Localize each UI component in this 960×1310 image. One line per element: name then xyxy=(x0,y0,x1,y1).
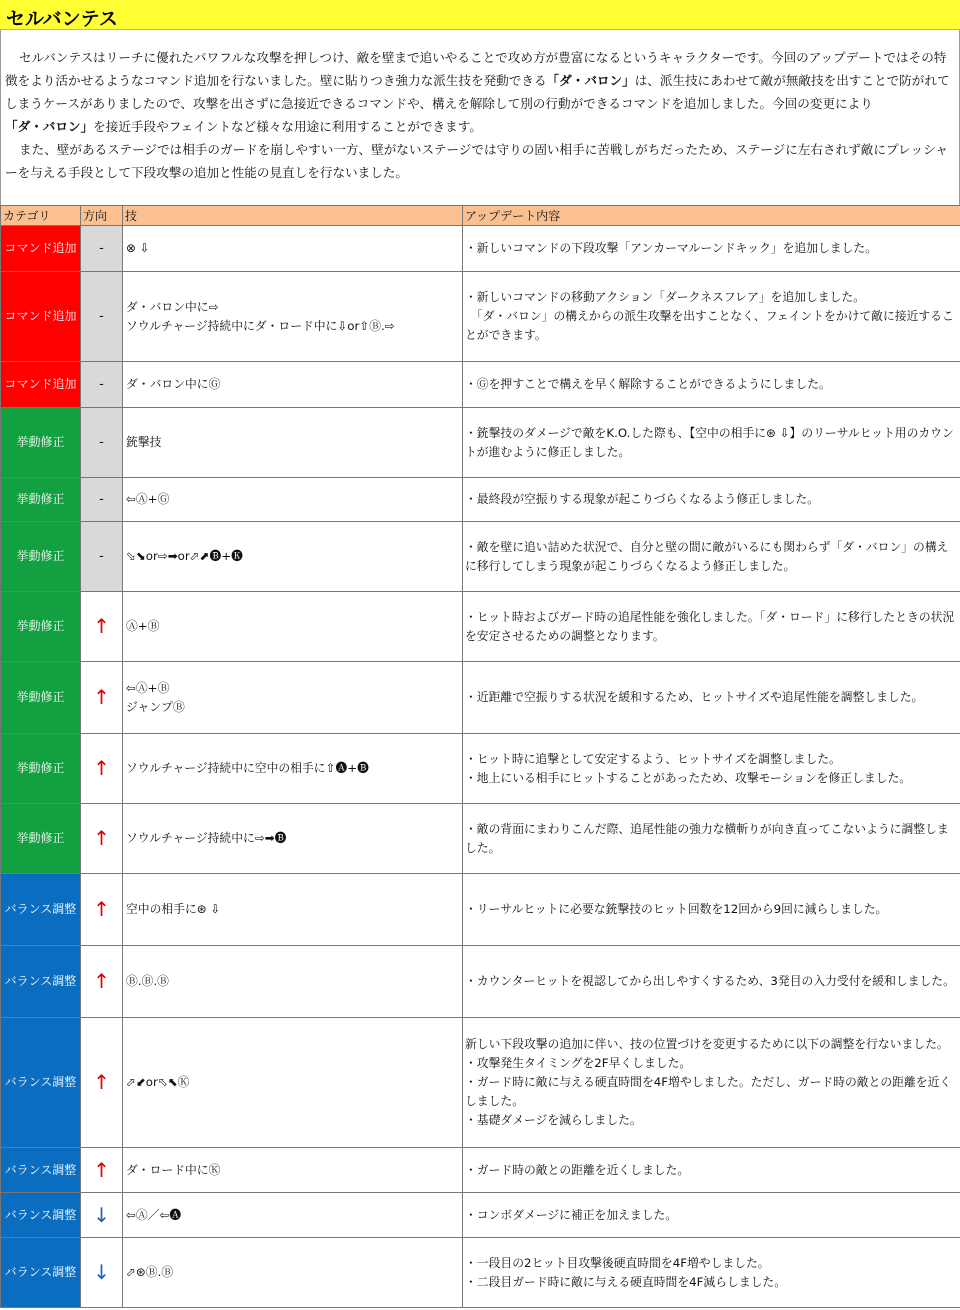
direction-cell: - xyxy=(81,478,123,522)
category-badge: バランス調整 xyxy=(1,1193,81,1238)
move-cell: ソウルチャージ持続中に空中の相手に⇧🅐+🅑 xyxy=(123,734,463,804)
down-arrow-icon: ↓ xyxy=(81,1238,123,1308)
table-row xyxy=(1,1148,960,1193)
category-badge: 挙動修正 xyxy=(1,478,81,522)
up-arrow-icon: ↑ xyxy=(81,804,123,874)
table-row xyxy=(1,874,960,946)
category-badge: 挙動修正 xyxy=(1,804,81,874)
table-row xyxy=(1,946,960,1018)
header-update-detail: アップデート内容 xyxy=(463,206,960,226)
table-row xyxy=(1,522,960,592)
direction-cell: - xyxy=(81,226,123,272)
intro-emphasis-2: 「ダ・バロン」 xyxy=(5,119,94,134)
move-cell: ⬂⬊or⇨➡or⬀⬈🅑+🅚 xyxy=(123,522,463,592)
up-arrow-icon: ↑ xyxy=(81,946,123,1018)
move-cell: ⬀⬋or⬁⬉Ⓚ xyxy=(123,1018,463,1148)
table-row xyxy=(1,226,960,272)
detail-cell: ・最終段が空振りする現象が起こりづらくなるよう修正しました。 xyxy=(463,478,960,522)
up-arrow-icon: ↑ xyxy=(81,874,123,946)
detail-cell: ・近距離で空振りする状況を緩和するため、ヒットサイズや追尾性能を調整しました。 xyxy=(463,662,960,734)
move-cell: ⬀⊛Ⓑ.Ⓑ xyxy=(123,1238,463,1308)
direction-cell: - xyxy=(81,362,123,408)
table-row xyxy=(1,478,960,522)
move-cell: ⇦Ⓐ+Ⓖ xyxy=(123,478,463,522)
detail-cell: ・敵を壁に追い詰めた状況で、自分と壁の間に敵がいるにも関わらず「ダ・バロン」の構えに移行してしまう現象が起こりづらくなるよう修正しました。 xyxy=(463,522,960,592)
category-badge: 挙動修正 xyxy=(1,408,81,478)
table-row xyxy=(1,408,960,478)
category-badge: バランス調整 xyxy=(1,1148,81,1193)
character-title: セルバンテス xyxy=(6,8,118,30)
detail-cell: ・新しいコマンドの下段攻撃「アンカーマルーンドキック」を追加しました。 xyxy=(463,226,960,272)
move-cell: ダ・バロン中にⒼ xyxy=(123,362,463,408)
category-badge: 挙動修正 xyxy=(1,734,81,804)
detail-cell: ・ヒット時に追撃として安定するよう、ヒットサイズを調整しました。 ・地上にいる相手にヒットすることがあったため、攻撃モーションを修正しました。 xyxy=(463,734,960,804)
intro-text-c: は、派生技にあわせて敵が無敵技を出すことで防がれてしまうケースがありましたので、攻撃を出さずに急接近できるコマンドや、構えを解除して別の行動ができるコマンドを追加しました。今回の変更により xyxy=(5,73,950,111)
table-row xyxy=(1,592,960,662)
detail-cell: ・カウンターヒットを視認してから出しやすくするため、3発目の入力受付を緩和しました。 xyxy=(463,946,960,1018)
table-row xyxy=(1,1018,960,1148)
move-cell: ダ・ロード中にⓀ xyxy=(123,1148,463,1193)
direction-cell: - xyxy=(81,272,123,362)
table-row xyxy=(1,1193,960,1238)
update-table xyxy=(0,205,960,1308)
category-badge: コマンド追加 xyxy=(1,362,81,408)
up-arrow-icon: ↑ xyxy=(81,662,123,734)
category-badge: バランス調整 xyxy=(1,946,81,1018)
move-cell: Ⓑ.Ⓑ.Ⓑ xyxy=(123,946,463,1018)
category-badge: 挙動修正 xyxy=(1,592,81,662)
category-badge: バランス調整 xyxy=(1,1238,81,1308)
header-direction: 方向 xyxy=(81,206,123,226)
character-title-bar xyxy=(0,0,960,30)
detail-cell: ・ガード時の敵との距離を近くしました。 xyxy=(463,1148,960,1193)
move-cell: 銃撃技 xyxy=(123,408,463,478)
intro-paragraph-1 xyxy=(5,46,957,138)
up-arrow-icon: ↑ xyxy=(81,1148,123,1193)
intro-paragraph-2: また、壁があるステージでは相手のガードを崩しやすい一方、壁がないステージでは守りの固い相手に苦戦しがちだったため、ステージに左右されず敵にプレッシャーを与える手段として下段攻撃の追加と性能の見直しを行ないました。 xyxy=(5,142,949,180)
move-cell: Ⓐ+Ⓑ xyxy=(123,592,463,662)
category-badge: バランス調整 xyxy=(1,1018,81,1148)
category-badge: 挙動修正 xyxy=(1,662,81,734)
category-badge: バランス調整 xyxy=(1,874,81,946)
table-row xyxy=(1,362,960,408)
detail-cell: ・Ⓖを押すことで構えを早く解除することができるようにしました。 xyxy=(463,362,960,408)
category-badge: 挙動修正 xyxy=(1,522,81,592)
up-arrow-icon: ↑ xyxy=(81,592,123,662)
detail-cell: ・一段目の2ヒット目攻撃後硬直時間を4F増やしました。 ・二段目ガード時に敵に与える硬直時間を4F減らしました。 xyxy=(463,1238,960,1308)
up-arrow-icon: ↑ xyxy=(81,734,123,804)
direction-cell: - xyxy=(81,522,123,592)
category-badge: コマンド追加 xyxy=(1,226,81,272)
table-header-row xyxy=(1,206,960,226)
move-cell: 空中の相手に⊛ ⇩ xyxy=(123,874,463,946)
table-row xyxy=(1,734,960,804)
intro-text-d: を接近手段やフェイントなど様々な用途に利用することができます。 xyxy=(93,119,482,134)
move-cell: ソウルチャージ持続中に⇨➡🅑 xyxy=(123,804,463,874)
table-row xyxy=(1,272,960,362)
detail-cell: ・リーサルヒットに必要な銃撃技のヒット回数を12回から9回に減らしました。 xyxy=(463,874,960,946)
move-cell: ⇦Ⓐ／⇦🅐 xyxy=(123,1193,463,1238)
table-row xyxy=(1,804,960,874)
detail-cell: ・銃撃技のダメージで敵をK.O.した際も、【空中の相手に⊛ ⇩】のリーサルヒット用のカウントが進むように修正しました。 xyxy=(463,408,960,478)
move-cell: ダ・バロン中に⇨ ソウルチャージ持続中にダ・ロード中に⇩or⇧Ⓑ.⇨ xyxy=(123,272,463,362)
up-arrow-icon: ↑ xyxy=(81,1018,123,1148)
detail-cell: 新しい下段攻撃の追加に伴い、技の位置づけを変更するために以下の調整を行ないました。 ・攻撃発生タイミングを2F早くしました。 ・ガード時に敵に与える硬直時間を4F増やしました。ただし、ガード時の敵との距離を近くしました。 ・基礎ダメージを減らしました。 xyxy=(463,1018,960,1148)
header-move: 技 xyxy=(123,206,463,226)
detail-cell: ・新しいコマンドの移動アクション「ダークネスフレア」を追加しました。 「ダ・バロン」の構えからの派生攻撃を出すことなく、フェイントをかけて敵に接近することができます。 xyxy=(463,272,960,362)
detail-cell: ・ヒット時およびガード時の追尾性能を強化しました。「ダ・ロード」に移行したときの状況を安定させるための調整となります。 xyxy=(463,592,960,662)
detail-cell: ・敵の背面にまわりこんだ際、追尾性能の強力な横斬りが向き直ってこないように調整しました。 xyxy=(463,804,960,874)
intro-text-a: セルバンテスはリーチに優れたパワフルな攻撃を押しつけ、敵を壁まで追いやることで攻め方が豊富になるというキャラクターです。今回のアップデートではその特徴をより活かせるようなコマンド追加を行ないました。壁に貼りつき強力な派生技を発動できる xyxy=(5,50,947,88)
direction-cell: - xyxy=(81,408,123,478)
table-row xyxy=(1,1238,960,1308)
detail-cell: ・コンボダメージに補正を加えました。 xyxy=(463,1193,960,1238)
table-row xyxy=(1,662,960,734)
intro-emphasis-1: 「ダ・バロン」 xyxy=(546,73,635,88)
header-category: カテゴリ xyxy=(1,206,81,226)
move-cell: ⊗ ⇩ xyxy=(123,226,463,272)
category-badge: コマンド追加 xyxy=(1,272,81,362)
move-cell: ⇦Ⓐ+Ⓑ ジャンプⒷ xyxy=(123,662,463,734)
intro-text xyxy=(0,30,960,206)
down-arrow-icon: ↓ xyxy=(81,1193,123,1238)
